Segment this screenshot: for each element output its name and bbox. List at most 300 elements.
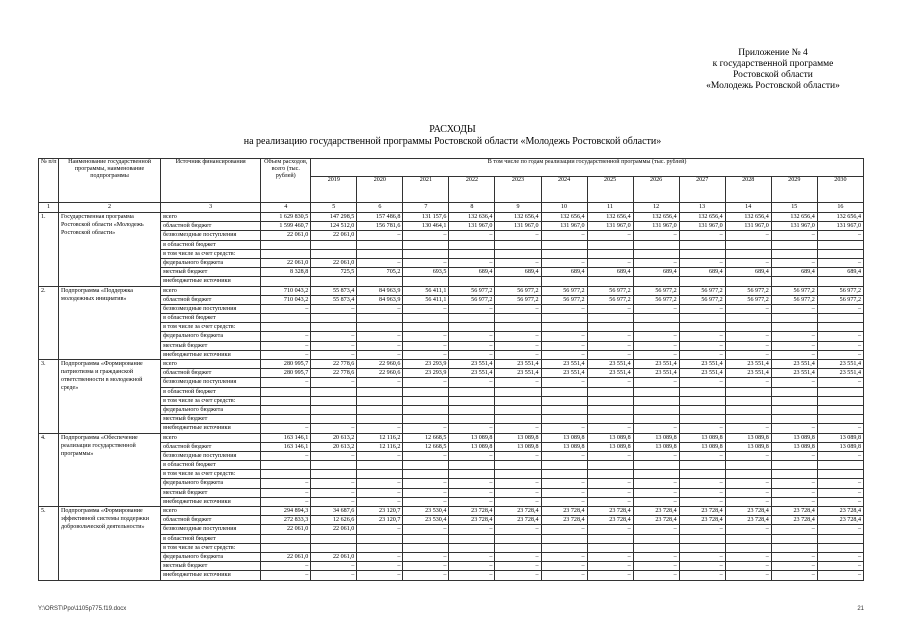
year-amount <box>633 461 679 470</box>
header-year: 2024 <box>541 177 587 203</box>
year-amount: – <box>771 571 817 580</box>
year-amount: 56 977,2 <box>587 295 633 304</box>
year-amount: 56 411,1 <box>403 295 449 304</box>
total-amount <box>261 543 311 552</box>
year-amount <box>449 534 495 543</box>
year-amount: 13 089,8 <box>449 442 495 451</box>
year-amount <box>403 277 449 286</box>
year-amount: 22 778,6 <box>311 360 357 369</box>
table-row <box>39 507 864 516</box>
total-amount: – <box>261 497 311 506</box>
year-amount <box>679 543 725 552</box>
table-row <box>39 231 864 240</box>
year-amount <box>587 415 633 424</box>
total-amount: – <box>261 424 311 433</box>
year-amount: – <box>541 571 587 580</box>
year-amount: – <box>679 304 725 313</box>
year-amount <box>725 249 771 258</box>
year-amount <box>403 396 449 405</box>
year-amount <box>495 396 541 405</box>
year-amount: – <box>495 231 541 240</box>
year-amount: – <box>495 424 541 433</box>
year-amount: 23 120,7 <box>357 507 403 516</box>
table-row <box>39 341 864 350</box>
header-year: 2019 <box>311 177 357 203</box>
year-amount <box>311 277 357 286</box>
year-amount <box>311 396 357 405</box>
year-amount: 23 551,4 <box>633 369 679 378</box>
year-amount: 13 089,8 <box>541 442 587 451</box>
year-amount: 56 977,2 <box>679 295 725 304</box>
year-amount: – <box>771 304 817 313</box>
year-amount: 12 116,2 <box>357 442 403 451</box>
total-amount: 22 061,0 <box>261 525 311 534</box>
year-amount: 23 551,4 <box>633 360 679 369</box>
year-amount: – <box>449 231 495 240</box>
year-amount: 689,4 <box>495 268 541 277</box>
year-amount: – <box>817 258 863 267</box>
year-amount: – <box>403 497 449 506</box>
funding-source: федерального бюджета <box>161 479 261 488</box>
year-amount <box>311 323 357 332</box>
table-row <box>39 442 864 451</box>
funding-source: в том числе за счет средств: <box>161 249 261 258</box>
year-amount: – <box>541 378 587 387</box>
year-amount <box>771 240 817 249</box>
year-amount <box>725 534 771 543</box>
year-amount <box>633 323 679 332</box>
year-amount: 130 464,1 <box>403 222 449 231</box>
year-amount: – <box>587 231 633 240</box>
year-amount: 84 963,9 <box>357 286 403 295</box>
funding-source: всего <box>161 286 261 295</box>
year-amount: 705,2 <box>357 268 403 277</box>
year-amount: 23 728,4 <box>495 507 541 516</box>
year-amount <box>771 415 817 424</box>
header-year: 2029 <box>771 177 817 203</box>
funding-source: внебюджетные источники <box>161 424 261 433</box>
year-amount: 23 551,4 <box>449 360 495 369</box>
year-amount <box>311 470 357 479</box>
year-amount: – <box>495 350 541 359</box>
year-amount <box>679 461 725 470</box>
year-amount: 23 551,4 <box>449 369 495 378</box>
year-amount <box>679 323 725 332</box>
year-amount: – <box>541 424 587 433</box>
year-amount <box>541 470 587 479</box>
year-amount: 12 626,6 <box>311 516 357 525</box>
year-amount <box>817 323 863 332</box>
year-amount <box>725 396 771 405</box>
year-amount: 131 157,6 <box>403 213 449 222</box>
table-row <box>39 497 864 506</box>
appendix-line: Приложение № 4 <box>738 48 808 58</box>
year-amount: – <box>725 451 771 460</box>
year-amount: 13 089,8 <box>449 433 495 442</box>
year-amount <box>633 543 679 552</box>
year-amount <box>403 543 449 552</box>
table-row <box>39 286 864 295</box>
total-amount: 8 328,8 <box>261 268 311 277</box>
year-amount: 23 551,4 <box>587 360 633 369</box>
total-amount: – <box>261 304 311 313</box>
year-amount: 23 728,4 <box>817 507 863 516</box>
year-amount: – <box>633 552 679 561</box>
header-year: 2021 <box>403 177 449 203</box>
year-amount: – <box>495 488 541 497</box>
total-amount <box>261 323 311 332</box>
year-amount: – <box>311 479 357 488</box>
total-amount <box>261 461 311 470</box>
year-amount <box>495 461 541 470</box>
year-amount: 23 551,4 <box>587 369 633 378</box>
total-amount: 710 043,2 <box>261 286 311 295</box>
total-amount <box>261 405 311 414</box>
year-amount <box>679 249 725 258</box>
year-amount <box>403 405 449 414</box>
year-amount <box>357 323 403 332</box>
table-row <box>39 304 864 313</box>
year-amount: – <box>311 304 357 313</box>
year-amount: – <box>357 525 403 534</box>
year-amount: 56 977,2 <box>449 295 495 304</box>
row-number: 2. <box>39 286 59 360</box>
year-amount: 689,4 <box>633 268 679 277</box>
year-amount <box>679 396 725 405</box>
column-index: 15 <box>771 203 817 213</box>
year-amount <box>541 277 587 286</box>
total-amount: – <box>261 571 311 580</box>
year-amount: – <box>357 332 403 341</box>
year-amount: – <box>403 571 449 580</box>
year-amount: – <box>587 258 633 267</box>
year-amount: – <box>633 451 679 460</box>
year-amount <box>403 415 449 424</box>
year-amount <box>771 405 817 414</box>
year-amount <box>587 249 633 258</box>
funding-source: местный бюджет <box>161 415 261 424</box>
year-amount: – <box>679 350 725 359</box>
year-amount: – <box>495 525 541 534</box>
year-amount: – <box>495 479 541 488</box>
year-amount: 23 551,4 <box>725 360 771 369</box>
year-amount: 23 728,4 <box>587 516 633 525</box>
year-amount: 124 512,0 <box>311 222 357 231</box>
total-amount: 22 061,0 <box>261 231 311 240</box>
year-amount: 23 728,4 <box>679 516 725 525</box>
year-amount: – <box>679 258 725 267</box>
year-amount: – <box>449 479 495 488</box>
year-amount: – <box>725 341 771 350</box>
year-amount: – <box>449 332 495 341</box>
year-amount <box>771 387 817 396</box>
year-amount <box>449 387 495 396</box>
funding-source: областной бюджет <box>161 369 261 378</box>
program-name: Подпрограмма «Обеспечение реализации государственной программы» <box>59 433 161 507</box>
header-num: № п/п <box>39 159 59 203</box>
funding-source: федерального бюджета <box>161 405 261 414</box>
year-amount: – <box>541 304 587 313</box>
year-amount: – <box>495 341 541 350</box>
year-amount: 56 977,2 <box>817 295 863 304</box>
year-amount: 13 089,8 <box>679 433 725 442</box>
total-amount: 163 146,1 <box>261 442 311 451</box>
total-amount: 280 995,7 <box>261 369 311 378</box>
year-amount: – <box>633 304 679 313</box>
column-index: 5 <box>311 203 357 213</box>
year-amount: – <box>495 332 541 341</box>
year-amount: – <box>541 258 587 267</box>
year-amount: 23 551,4 <box>495 360 541 369</box>
year-amount: – <box>587 378 633 387</box>
year-amount <box>495 387 541 396</box>
year-amount: – <box>449 350 495 359</box>
year-amount <box>357 461 403 470</box>
year-amount <box>725 240 771 249</box>
year-amount <box>633 277 679 286</box>
year-amount: – <box>403 451 449 460</box>
year-amount: 132 636,4 <box>449 213 495 222</box>
year-amount: 689,4 <box>725 268 771 277</box>
year-amount: – <box>541 562 587 571</box>
row-number: 1. <box>39 213 59 287</box>
total-amount: 22 061,0 <box>261 258 311 267</box>
year-amount: 693,5 <box>403 268 449 277</box>
funding-source: в областной бюджет <box>161 461 261 470</box>
year-amount: – <box>725 231 771 240</box>
year-amount: – <box>403 304 449 313</box>
table-row <box>39 387 864 396</box>
funding-source: безвозмездные поступления <box>161 451 261 460</box>
year-amount: 23 530,4 <box>403 507 449 516</box>
year-amount <box>771 534 817 543</box>
year-amount: 13 089,8 <box>541 433 587 442</box>
year-amount: – <box>771 562 817 571</box>
year-amount <box>449 461 495 470</box>
year-amount: 689,4 <box>771 268 817 277</box>
year-amount: – <box>679 497 725 506</box>
table-row <box>39 534 864 543</box>
year-amount: 725,5 <box>311 268 357 277</box>
year-amount: – <box>403 479 449 488</box>
table-row <box>39 350 864 359</box>
year-amount: 56 977,2 <box>541 295 587 304</box>
total-amount: 280 995,7 <box>261 360 311 369</box>
funding-source: в областной бюджет <box>161 240 261 249</box>
year-amount <box>449 240 495 249</box>
year-amount: 132 656,4 <box>817 213 863 222</box>
table-row <box>39 571 864 580</box>
year-amount: 23 551,4 <box>541 369 587 378</box>
table-row <box>39 562 864 571</box>
year-amount <box>495 405 541 414</box>
year-amount: 23 293,9 <box>403 360 449 369</box>
year-amount <box>495 277 541 286</box>
year-amount: – <box>587 562 633 571</box>
funding-source: безвозмездные поступления <box>161 231 261 240</box>
year-amount <box>311 461 357 470</box>
total-amount: 294 894,3 <box>261 507 311 516</box>
funding-source: местный бюджет <box>161 488 261 497</box>
expenses-table <box>38 158 864 581</box>
year-amount <box>633 415 679 424</box>
funding-source: областной бюджет <box>161 442 261 451</box>
year-amount: 56 977,2 <box>541 286 587 295</box>
year-amount: – <box>725 424 771 433</box>
year-amount: 13 089,8 <box>771 442 817 451</box>
year-amount: 12 668,5 <box>403 442 449 451</box>
header-year: 2028 <box>725 177 771 203</box>
funding-source: безвозмездные поступления <box>161 304 261 313</box>
year-amount: 13 089,8 <box>587 442 633 451</box>
year-amount <box>771 470 817 479</box>
table-row <box>39 295 864 304</box>
year-amount: – <box>817 378 863 387</box>
year-amount: – <box>311 488 357 497</box>
year-amount: 689,4 <box>541 268 587 277</box>
table-row <box>39 268 864 277</box>
year-amount: – <box>495 258 541 267</box>
appendix-line: Ростовской области <box>733 70 813 80</box>
year-amount: 13 089,8 <box>725 442 771 451</box>
year-amount <box>679 415 725 424</box>
table-row <box>39 277 864 286</box>
total-amount <box>261 240 311 249</box>
year-amount <box>633 470 679 479</box>
row-number: 4. <box>39 433 59 507</box>
year-amount <box>587 387 633 396</box>
year-amount <box>679 387 725 396</box>
year-amount: 131 967,0 <box>679 222 725 231</box>
year-amount: 13 089,8 <box>633 442 679 451</box>
year-amount <box>495 415 541 424</box>
year-amount <box>541 415 587 424</box>
year-amount: 23 293,9 <box>403 369 449 378</box>
year-amount: – <box>725 304 771 313</box>
year-amount <box>817 240 863 249</box>
header-year: 2027 <box>679 177 725 203</box>
year-amount: – <box>541 552 587 561</box>
funding-source: местный бюджет <box>161 268 261 277</box>
total-amount: – <box>261 562 311 571</box>
year-amount: – <box>403 525 449 534</box>
year-amount: – <box>449 488 495 497</box>
year-amount: 23 530,4 <box>403 516 449 525</box>
appendix-line: к государственной программе <box>712 59 834 69</box>
year-amount: – <box>679 341 725 350</box>
year-amount <box>817 534 863 543</box>
year-amount <box>311 543 357 552</box>
year-amount <box>495 314 541 323</box>
year-amount: – <box>541 479 587 488</box>
column-index: 13 <box>679 203 725 213</box>
year-amount: – <box>541 497 587 506</box>
year-amount: – <box>725 571 771 580</box>
year-amount: – <box>633 571 679 580</box>
year-amount <box>495 543 541 552</box>
year-amount: – <box>817 304 863 313</box>
year-amount: 23 728,4 <box>541 516 587 525</box>
year-amount: 13 089,8 <box>817 433 863 442</box>
year-amount: 131 967,0 <box>771 222 817 231</box>
year-amount <box>679 314 725 323</box>
year-amount: – <box>633 378 679 387</box>
year-amount <box>541 240 587 249</box>
funding-source: всего <box>161 213 261 222</box>
header-total: Объем расходов, всего (тыс. рублей) <box>261 159 311 203</box>
year-amount <box>817 249 863 258</box>
appendix-line: «Молодежь Ростовской области» <box>706 81 840 91</box>
year-amount: – <box>357 488 403 497</box>
year-amount: 22 061,0 <box>311 231 357 240</box>
column-index: 3 <box>161 203 261 213</box>
year-amount <box>679 534 725 543</box>
year-amount <box>541 396 587 405</box>
year-amount: 56 977,2 <box>587 286 633 295</box>
year-amount <box>541 387 587 396</box>
year-amount: – <box>357 552 403 561</box>
year-amount: 56 411,1 <box>403 286 449 295</box>
year-amount: – <box>357 451 403 460</box>
header-year: 2023 <box>495 177 541 203</box>
year-amount: – <box>679 571 725 580</box>
year-amount: 132 656,4 <box>495 213 541 222</box>
year-amount: – <box>449 497 495 506</box>
year-amount: – <box>311 562 357 571</box>
year-amount <box>449 314 495 323</box>
year-amount: – <box>771 258 817 267</box>
year-amount: 34 687,6 <box>311 507 357 516</box>
year-amount: – <box>725 552 771 561</box>
year-amount: – <box>403 562 449 571</box>
table-row <box>39 424 864 433</box>
year-amount: – <box>771 424 817 433</box>
year-amount: – <box>495 304 541 313</box>
year-amount: 56 977,2 <box>633 295 679 304</box>
year-amount: – <box>587 571 633 580</box>
year-amount: – <box>449 258 495 267</box>
year-amount: – <box>725 479 771 488</box>
year-amount: 131 967,0 <box>449 222 495 231</box>
total-amount <box>261 470 311 479</box>
year-amount: 13 089,8 <box>587 433 633 442</box>
header-years-caption: В том числе по годам реализации государственной программы (тыс. рублей) <box>311 159 864 177</box>
year-amount: – <box>449 525 495 534</box>
year-amount: 13 089,8 <box>495 433 541 442</box>
total-amount: – <box>261 378 311 387</box>
year-amount <box>495 240 541 249</box>
year-amount: 23 728,4 <box>633 507 679 516</box>
year-amount <box>449 249 495 258</box>
year-amount <box>357 543 403 552</box>
year-amount: – <box>449 304 495 313</box>
year-amount <box>403 534 449 543</box>
year-amount <box>449 415 495 424</box>
year-amount <box>403 249 449 258</box>
column-index: 10 <box>541 203 587 213</box>
year-amount <box>541 534 587 543</box>
year-amount: 56 977,2 <box>679 286 725 295</box>
year-amount: 132 656,4 <box>587 213 633 222</box>
funding-source: в областной бюджет <box>161 387 261 396</box>
year-amount: – <box>725 350 771 359</box>
year-amount: – <box>449 571 495 580</box>
funding-source: всего <box>161 360 261 369</box>
column-index: 9 <box>495 203 541 213</box>
year-amount: – <box>725 258 771 267</box>
year-amount: 13 089,8 <box>817 442 863 451</box>
table-row <box>39 552 864 561</box>
